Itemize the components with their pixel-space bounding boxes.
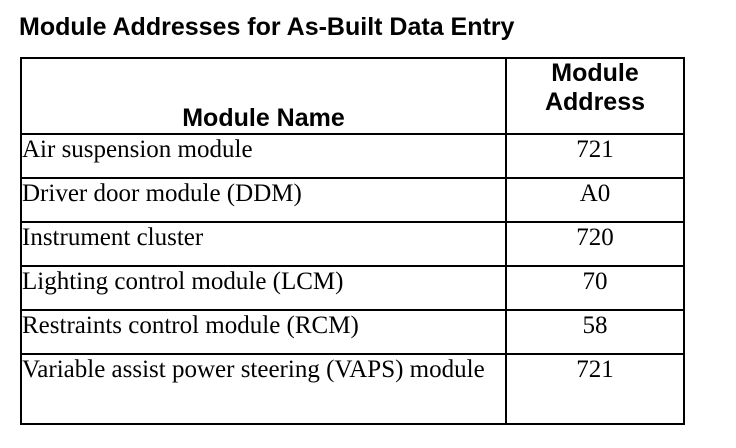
table-row [21,354,684,424]
module-address-cell: 70 [506,266,684,310]
column-header-address-line2: Address [544,88,646,116]
module-address-cell: 720 [506,222,684,266]
table-row [21,266,684,310]
module-address-cell: 721 [506,354,684,424]
table-row [21,222,684,266]
column-header-module-name: Module Name [21,58,506,134]
module-name-cell: Driver door module (DDM) [21,178,506,222]
module-name-cell: Lighting control module (LCM) [21,266,506,310]
column-header-module-address [506,58,684,134]
table-header-row [21,58,684,134]
table-title: Module Addresses for As-Built Data Entry [19,13,515,41]
module-name-cell: Instrument cluster [21,222,506,266]
module-name-cell: Variable assist power steering (VAPS) module [21,354,506,424]
column-header-address-line1: Module [551,59,639,87]
module-address-cell: A0 [506,178,684,222]
table-row [21,178,684,222]
module-address-cell: 721 [506,134,684,178]
table-row [21,310,684,354]
module-address-cell: 58 [506,310,684,354]
module-name-cell: Air suspension module [21,134,506,178]
module-name-cell: Restraints control module (RCM) [21,310,506,354]
table-row [21,134,684,178]
module-address-table [20,57,685,425]
